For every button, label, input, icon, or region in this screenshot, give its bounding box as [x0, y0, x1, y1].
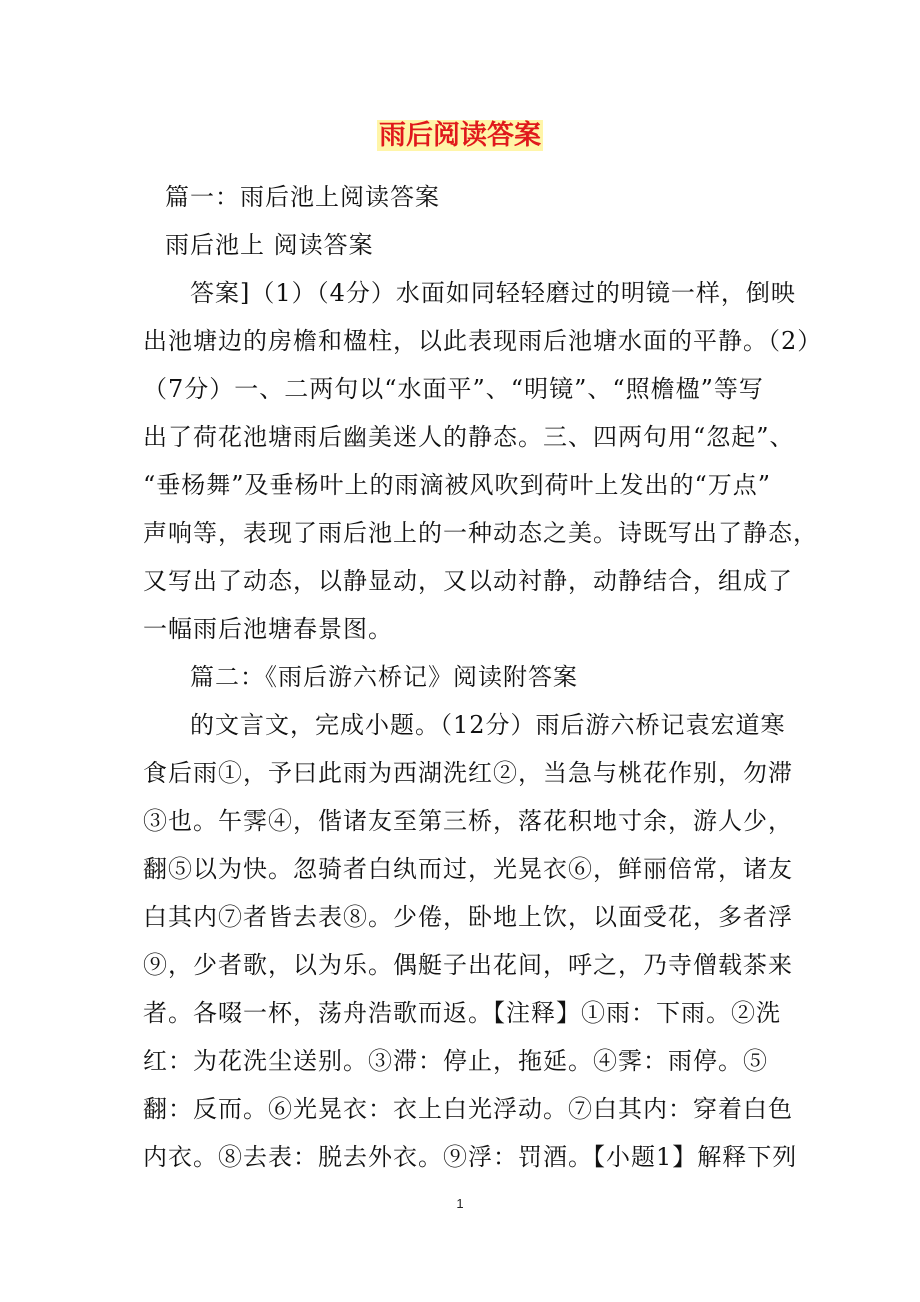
text-line: 声响等，表现了雨后池上的一种动态之美。诗既写出了静态， — [143, 519, 818, 547]
text-line: ③也。午霁④，偕诸友至第三桥，落花积地寸余，游人少， — [143, 807, 793, 835]
text-line: （7分）一、二两句以“水面平”、“明镜”、“照檐楹”等写 — [143, 375, 764, 403]
text-line: 翻⑤以为快。忽骑者白纨而过，光晃衣⑥，鲜丽倍常，诸友 — [143, 855, 793, 883]
text-line: 内衣。⑧去表：脱去外衣。⑨浮：罚酒。【小题1】解释下列 — [143, 1143, 798, 1171]
text-line: 红：为花洗尘送别。③滞：停止，拖延。④霁：雨停。⑤ — [143, 1047, 768, 1075]
text-line: “垂杨舞”及垂杨叶上的雨滴被风吹到荷叶上发出的“万点” — [143, 471, 772, 499]
text-line: 篇二：《雨后游六桥记》阅读附答案 — [190, 663, 578, 691]
text-line: 的文言文，完成小题。（12分）雨后游六桥记袁宏道寒 — [190, 711, 786, 739]
text-line: 白其内⑦者皆去表⑧。少倦，卧地上饮，以面受花，多者浮 — [143, 903, 793, 931]
text-line: 答案]（1）（4分）水面如同轻轻磨过的明镜一样，倒映 — [190, 279, 796, 307]
text-line: 雨后池上 阅读答案 — [165, 231, 374, 259]
text-line: 出池塘边的房檐和楹柱，以此表现雨后池塘水面的平静。（2） — [143, 327, 823, 355]
text-line: ⑨，少者歌，以为乐。偶艇子出花间，呼之，乃寺僧载茶来 — [143, 951, 793, 979]
text-line: 又写出了动态，以静显动，又以动衬静，动静结合，组成了 — [143, 567, 793, 595]
page-number: 1 — [456, 1196, 464, 1211]
text-line: 翻：反而。⑥光晃衣：衣上白光浮动。⑦白其内：穿着白色 — [143, 1095, 793, 1123]
text-line: 者。各啜一杯，荡舟浩歌而返。【注释】①雨：下雨。②洗 — [143, 999, 781, 1027]
document-title: 雨后阅读答案 — [379, 120, 541, 151]
text-line: 食后雨①，予曰此雨为西湖洗红②，当急与桃花作别，勿滞 — [143, 759, 793, 787]
text-line: 篇一：雨后池上阅读答案 — [165, 183, 440, 211]
text-line: 出了荷花池塘雨后幽美迷人的静态。三、四两句用“忽起”、 — [143, 423, 795, 451]
text-line: 一幅雨后池塘春景图。 — [143, 615, 393, 643]
